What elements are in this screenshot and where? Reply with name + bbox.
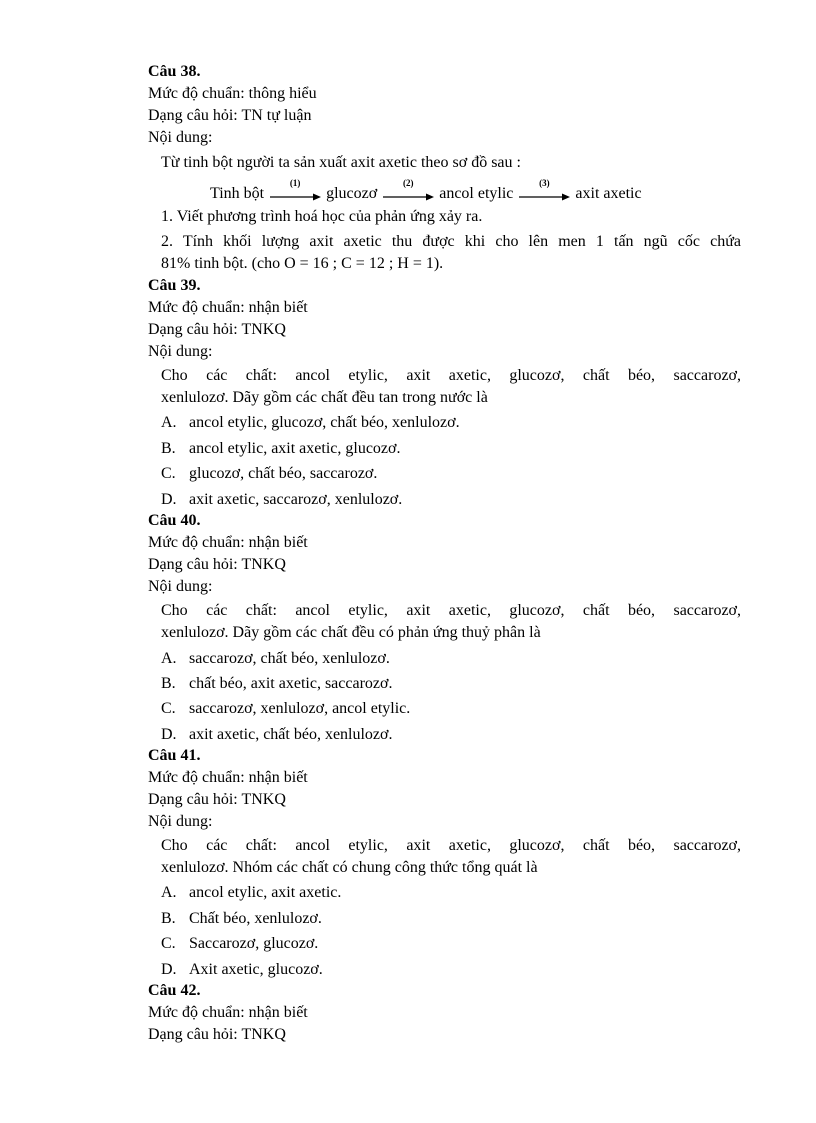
option-letter: D.: [161, 961, 177, 978]
question-39-option-b: [161, 439, 400, 459]
question-42-type: Dạng câu hỏi: TNKQ: [148, 1026, 286, 1043]
reaction-scheme: [210, 178, 642, 204]
question-41-stem-2: xenlulozơ. Nhóm các chất có chung công thức tổng quát là: [161, 859, 538, 876]
question-40-option-a: [161, 649, 390, 669]
option-text: Chất béo, xenlulozơ.: [189, 910, 322, 927]
option-letter: C.: [161, 465, 176, 482]
question-40-option-d: [161, 725, 393, 745]
question-39-title: Câu 39.: [148, 277, 201, 294]
question-38-task-2: 2. Tính khối lượng axit axetic thu được khi cho lên men 1 tấn ngũ cốc chứa: [161, 233, 741, 250]
question-38-intro: Từ tinh bột người ta sản xuất axit axetic theo sơ đồ sau :: [161, 154, 521, 171]
question-41-type: Dạng câu hỏi: TNKQ: [148, 791, 286, 808]
question-38-title: Câu 38.: [148, 63, 201, 80]
option-text: saccarozơ, chất béo, xenlulozơ.: [189, 650, 390, 667]
question-40-content-label: Nội dung:: [148, 578, 213, 595]
option-text: ancol etylic, axit axetic, glucozơ.: [189, 440, 401, 457]
question-39-content-label: Nội dung:: [148, 343, 213, 360]
option-letter: D.: [161, 726, 177, 743]
question-39-option-d: [161, 490, 402, 510]
arrow-label-2: (2): [402, 178, 414, 188]
question-40-option-c: [161, 699, 410, 719]
option-letter: C.: [161, 935, 176, 952]
option-text: Saccarozơ, glucozơ.: [189, 935, 319, 952]
arrow-right-icon: [517, 184, 571, 204]
question-39-option-c: [161, 464, 377, 484]
question-41-level: Mức độ chuẩn: nhận biết: [148, 769, 308, 786]
option-text: glucozơ, chất béo, saccarozơ.: [189, 465, 378, 482]
question-41-option-a: [161, 883, 341, 903]
option-letter: C.: [161, 700, 176, 717]
option-text: ancol etylic, glucozơ, chất béo, xenlulozơ.: [189, 414, 460, 431]
option-text: chất béo, axit axetic, saccarozơ.: [189, 675, 393, 692]
option-letter: B.: [161, 910, 176, 927]
arrow-label-1: (1): [289, 178, 301, 188]
question-41-option-c: [161, 934, 318, 954]
question-42-level: Mức độ chuẩn: nhận biết: [148, 1004, 308, 1021]
option-text: Axit axetic, glucozơ.: [189, 961, 323, 978]
option-letter: B.: [161, 675, 176, 692]
option-text: saccarozơ, xenlulozơ, ancol etylic.: [189, 700, 411, 717]
question-38-type: Dạng câu hỏi: TN tự luận: [148, 107, 312, 124]
species-acetic-acid: axit axetic: [575, 185, 642, 202]
question-39-level: Mức độ chuẩn: nhận biết: [148, 299, 308, 316]
question-40-option-b: [161, 674, 392, 694]
option-text: ancol etylic, axit axetic.: [189, 884, 342, 901]
question-40-type: Dạng câu hỏi: TNKQ: [148, 556, 286, 573]
question-39-stem-2: xenlulozơ. Dãy gồm các chất đều tan trong nước là: [161, 389, 488, 406]
species-glucose: glucozơ: [326, 185, 378, 202]
option-letter: A.: [161, 650, 177, 667]
option-letter: A.: [161, 884, 177, 901]
arrow-right-icon: [381, 184, 435, 204]
question-38-content-label: Nội dung:: [148, 129, 213, 146]
question-42-title: Câu 42.: [148, 982, 201, 999]
option-letter: D.: [161, 491, 177, 508]
reaction-arrow-2: [381, 178, 435, 204]
question-39-option-a: [161, 413, 460, 433]
reaction-arrow-1: [268, 178, 322, 204]
question-38-task-1: 1. Viết phương trình hoá học của phản ứng xảy ra.: [161, 208, 483, 225]
question-40-stem-2: xenlulozơ. Dãy gồm các chất đều có phản ứng thuỷ phân là: [161, 624, 541, 641]
species-ethanol: ancol etylic: [439, 185, 514, 202]
question-38-level: Mức độ chuẩn: thông hiểu: [148, 85, 317, 102]
question-38-task-2-cont: 81% tinh bột. (cho O = 16 ; C = 12 ; H = 1).: [161, 255, 444, 272]
option-text: axit axetic, saccarozơ, xenlulozơ.: [189, 491, 403, 508]
question-40-stem-1: Cho các chất: ancol etylic, axit axetic, glucozơ, chất béo, saccarozơ,: [161, 602, 741, 619]
question-41-content-label: Nội dung:: [148, 813, 213, 830]
question-39-stem-1: Cho các chất: ancol etylic, axit axetic, glucozơ, chất béo, saccarozơ,: [161, 367, 741, 384]
option-letter: B.: [161, 440, 176, 457]
reaction-arrow-3: [517, 178, 571, 204]
question-40-level: Mức độ chuẩn: nhận biết: [148, 534, 308, 551]
question-41-option-d: [161, 960, 323, 980]
question-41-stem-1: Cho các chất: ancol etylic, axit axetic, glucozơ, chất béo, saccarozơ,: [161, 837, 741, 854]
question-41-option-b: [161, 909, 322, 929]
option-text: axit axetic, chất béo, xenlulozơ.: [189, 726, 393, 743]
arrow-right-icon: [268, 184, 322, 204]
question-41-title: Câu 41.: [148, 747, 201, 764]
arrow-label-3: (3): [539, 178, 550, 188]
question-40-title: Câu 40.: [148, 512, 201, 529]
species-starch: Tinh bột: [210, 185, 265, 202]
option-letter: A.: [161, 414, 177, 431]
question-39-type: Dạng câu hỏi: TNKQ: [148, 321, 286, 338]
